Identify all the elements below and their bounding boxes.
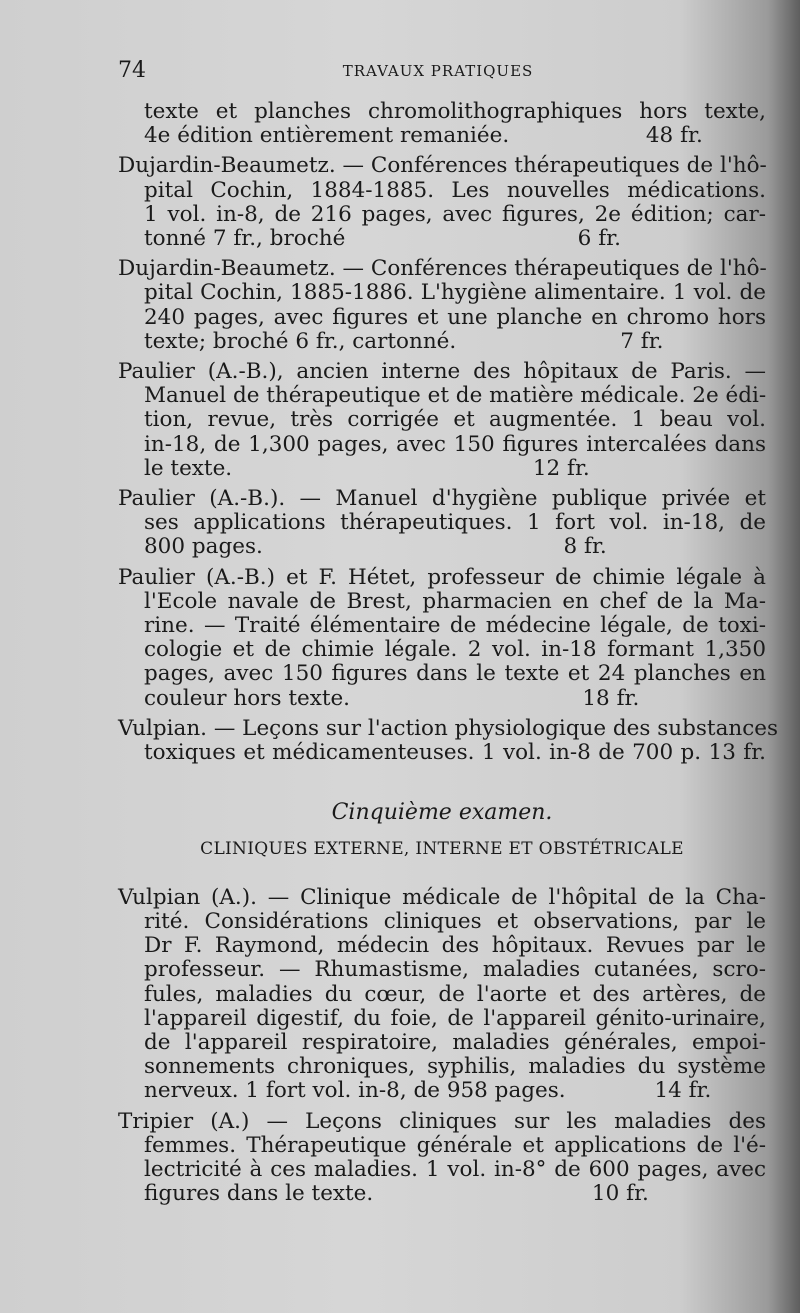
text-line: Paulier (A.-B.), ancien interne des hôpitaux de Paris. —: [118, 359, 766, 385]
text-line: texte et planches chromolithographiques hors texte,: [144, 99, 766, 124]
bibliography-entry: [118, 1110, 766, 1207]
text-line: professeur. — Rhumastisme, maladies cutanées, scro-: [144, 957, 766, 983]
text-line: pital Cochin, 1885-1886. L'hygiène alimentaire. 1 vol. de: [144, 280, 766, 306]
text-line: Dr F. Raymond, médecin des hôpitaux. Revues par le: [144, 933, 766, 959]
text-line: 4e édition entièrement remaniée. 48 fr.: [144, 123, 703, 149]
page-number: 74: [118, 58, 146, 83]
text-line: le texte. 12 fr.: [144, 455, 590, 481]
text-line: rité. Considérations cliniques et observations, par le: [144, 908, 766, 934]
bibliography-entry: [118, 715, 779, 766]
text-line: in-18, de 1,300 pages, avec 150 figures intercalées dans: [144, 431, 766, 457]
section-title: Cinquième examen.: [331, 800, 553, 826]
text-line: cologie et de chimie légale. 2 vol. in-18 formant 1,350: [144, 637, 766, 663]
running-title: TRAVAUX PRATIQUES: [342, 62, 534, 80]
text-line: 240 pages, avec figures et une planche en chromo hors: [144, 304, 766, 330]
text-line: nerveux. 1 fort vol. in-8, de 958 pages. 14 fr.: [144, 1078, 712, 1104]
text-line: Paulier (A.-B.). — Manuel d'hygiène publique privée et: [118, 486, 766, 512]
text-line: femmes. Thérapeutique générale et applications de l'é-: [144, 1132, 766, 1158]
text-line: texte; broché 6 fr., cartonné. 7 fr.: [144, 328, 664, 354]
page-header: [118, 58, 758, 88]
page-content: [118, 99, 779, 1212]
section-subtitle: CLINIQUES EXTERNE, INTERNE ET OBSTÉTRICALE: [200, 839, 684, 860]
bibliography-entry: [118, 886, 766, 1104]
text-line: toxiques et médicamenteuses. 1 vol. in-8 de 700 p. 13 fr.: [144, 740, 766, 766]
text-line: Paulier (A.-B.) et F. Hétet, professeur de chimie légale à: [118, 564, 766, 590]
entries-after-section: [118, 886, 766, 1207]
bibliography-entry: [118, 257, 766, 354]
bibliography-entry: [118, 487, 766, 560]
text-line: tonné 7 fr., broché 6 fr.: [144, 226, 621, 252]
bibliography-entry: [118, 100, 766, 148]
text-line: pages, avec 150 figures dans le texte et 24 planches en: [144, 661, 766, 687]
text-line: Manuel de thérapeutique et de matière médicale. 2e édi-: [144, 383, 767, 409]
text-line: lectricité à ces maladies. 1 vol. in-8° de 600 pages, avec: [144, 1156, 766, 1182]
text-line: pital Cochin, 1884-1885. Les nouvelles médications.: [144, 177, 766, 203]
bibliography-entry: [118, 154, 766, 251]
bibliography-entry: [118, 566, 766, 711]
text-line: couleur hors texte. 18 fr.: [144, 685, 640, 711]
entries-before-section: [118, 99, 779, 766]
text-line: tion, revue, très corrigée et augmentée. 1 beau vol.: [144, 407, 766, 433]
text-line: Vulpian (A.). — Clinique médicale de l'hôpital de la Cha-: [118, 884, 766, 910]
bibliography-entry: [118, 360, 766, 481]
text-line: l'appareil digestif, du foie, de l'appareil génito-urinaire,: [144, 1005, 766, 1031]
text-line: Vulpian. — Leçons sur l'action physiologique des substances: [118, 715, 779, 741]
text-line: Tripier (A.) — Leçons cliniques sur les maladies des: [118, 1108, 766, 1134]
text-line: Dujardin-Beaumetz. — Conférences thérapeutiques de l'hô-: [118, 153, 767, 179]
text-line: ses applications thérapeutiques. 1 fort vol. in-18, de: [144, 510, 766, 536]
text-line: 800 pages. 8 fr.: [144, 534, 607, 560]
text-line: l'Ecole navale de Brest, pharmacien en chef de la Ma-: [144, 588, 766, 614]
text-line: figures dans le texte. 10 fr.: [144, 1181, 649, 1207]
text-line: sonnements chroniques, syphilis, maladies du système: [144, 1054, 766, 1080]
text-line: Dujardin-Beaumetz. — Conférences thérapeutiques de l'hô-: [118, 256, 767, 282]
text-line: 1 vol. in-8, de 216 pages, avec figures, 2e édition; car-: [144, 201, 766, 227]
text-line: fules, maladies du cœur, de l'aorte et des artères, de: [144, 981, 766, 1007]
text-line: rine. — Traité élémentaire de médecine légale, de toxi-: [144, 613, 766, 639]
text-line: de l'appareil respiratoire, maladies générales, empoi-: [144, 1029, 766, 1055]
